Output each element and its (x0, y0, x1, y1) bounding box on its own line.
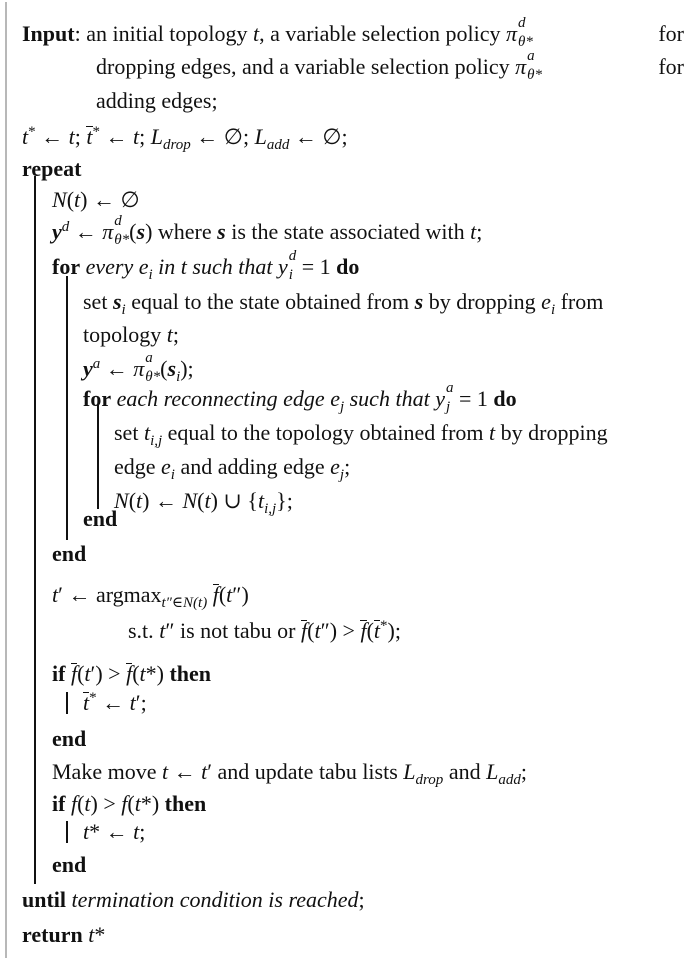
input-line-2: dropping edges, and a variable selection policy π a θ* for (96, 47, 684, 83)
repeat-indent-bar (34, 176, 36, 884)
end-for1: end (52, 541, 87, 566)
init-line: t* ← t; t* ← t; $L_{drop}$ ← ∅; $L_{add}$ ← ∅; (22, 123, 348, 154)
return-line: return t* (22, 922, 106, 947)
if2-line: if f(t) > f(t*) then (52, 791, 207, 816)
end-if1: end (52, 726, 87, 751)
make-move-line: Make move t ← t′ and update tabu lists $L_{drop}$ and $L_{add}$; (52, 759, 527, 789)
set-tij-line: set $t_{i,j}$ equal to the topology obtained from t by dropping (114, 420, 608, 450)
argmax-line: t′ ← argmax$_{t''\in N(t)}$ f(t″) (52, 582, 249, 612)
if1-indent-bar (66, 692, 68, 714)
for2-line: for each reconnecting edge $e_j$ such that y a j = 1 do (83, 379, 517, 416)
for1-indent-bar (66, 276, 68, 540)
input-keyword: Input (22, 21, 75, 46)
nt-init-line: N(t) ← ∅ (52, 187, 140, 212)
if1-body: t* ← t′; (83, 689, 147, 715)
st-line: s.t. t″ is not tabu or f(t″) > f(t*); (128, 617, 401, 643)
ya-line: $y^a$ ← π a θ* $(s_i)$; (83, 349, 194, 386)
input-line-1: Input: an initial topology t, a variable selection policy π d θ* for (22, 14, 684, 50)
edge-line: edge $e_i$ and adding edge $e_j$; (114, 454, 351, 484)
set-si-line: set $s_i$ equal to the state obtained from s by dropping $e_i$ from (83, 289, 604, 319)
topology-t-line: topology t; (83, 322, 179, 347)
for2-indent-bar (97, 405, 99, 509)
yd-line: $y^d$ ← π d θ* (s) where s is the state associated with t; (52, 212, 483, 248)
for1-line: for every $e_i$ in t such that y d i = 1 do (52, 247, 360, 284)
frame-border (5, 2, 7, 958)
if2-indent-bar (66, 821, 68, 843)
nt-union-line: N(t) ← N(t) ∪ $\{t_{i,j}\}$; (114, 488, 293, 518)
end-for2: end (83, 506, 118, 531)
until-line: until termination condition is reached; (22, 887, 365, 912)
input-line-3: adding edges; (96, 88, 218, 113)
if1-line: if f(t′) > f(t*) then (52, 661, 212, 686)
repeat-line: repeat (22, 156, 82, 181)
if2-body: t* ← t; (83, 819, 146, 844)
end-if2: end (52, 852, 87, 877)
